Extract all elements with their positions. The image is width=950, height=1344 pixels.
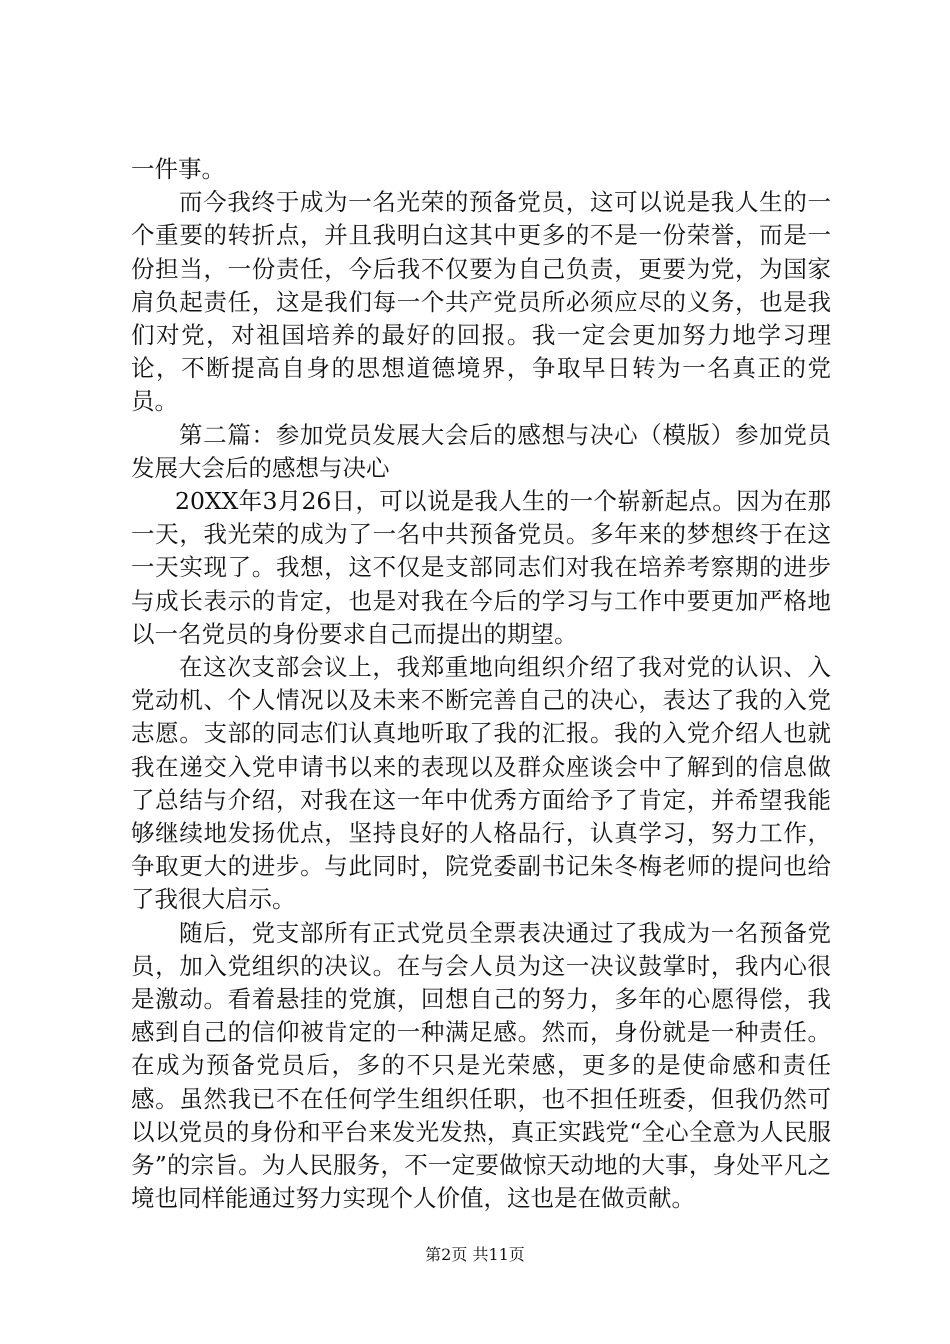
paragraph-date: 20XX年3月26日，可以说是我人生的一个崭新起点。因为在那一天，我光荣的成为了一名中共预备党员。多年来的梦想终于在这一天实现了。我想，这不仅是支部同志们对我在培养考察期的进步与成长表示的肯定，也是对我在今后的学习与工作中要更加严格地以一名党员的身份要求自己而提出的期望。 (131, 487, 831, 648)
paragraph-branch-meeting: 在这次支部会议上，我郑重地向组织介绍了我对党的认识、入党动机、个人情况以及未来不断完善自己的决心，表达了我的入党志愿。支部的同志们认真地听取了我的汇报。我的入党介绍人也就我在递交入党申请书以来的表现以及群众座谈会中了解到的信息做了总结与介绍，对我在这一年中优秀方面给予了肯定，并希望我能够继续地发扬优点，坚持良好的人格品行，认真学习，努力工作，争取更大的进步。与此同时，院党委副书记朱冬梅老师的提问也给了我很大启示。 (131, 653, 831, 914)
paragraph-vote: 随后，党支部所有正式党员全票表决通过了我成为一名预备党员，加入党组织的决议。在与会人员为这一决议鼓掌时，我内心很是激动。看着悬挂的党旗，回想自己的努力，多年的心愿得偿，我感到自己的信仰被肯定的一种满足感。然而，身份就是一种责任。在成为预备党员后，多的不只是光荣感，更多的是使命感和责任感。虽然我已不在任何学生组织任职，也不担任班委，但我仍然可以以党员的身份和平台来发光发热，真正实践党“全心全意为人民服务”的宗旨。为人民服务，不一定要做惊天动地的大事，身处平凡之境也同样能通过努力实现个人价值，这也是在做贡献。 (131, 918, 831, 1213)
page-number-footer: 第2页 共11页 (425, 1245, 525, 1264)
paragraph-continuation: 一件事。 (131, 155, 225, 183)
paragraph-probationary-member: 而今我终于成为一名光荣的预备党员，这可以说是我人生的一个重要的转折点，并且我明白这其中更多的不是一份荣誉，而是一份担当，一份责任，今后我不仅要为自己负责，更要为党，为国家肩负起责任，这是我们每一个共产党员所必须应尽的义务，也是我们对党，对祖国培养的最好的回报。我一定会更加努力地学习理论，不断提高自身的思想道德境界，争取早日转为一名真正的党员。 (131, 188, 831, 416)
document-body (131, 153, 831, 1216)
section-heading: 第二篇：参加党员发展大会后的感想与决心（模版）参加党员发展大会后的感想与决心 (131, 420, 831, 482)
